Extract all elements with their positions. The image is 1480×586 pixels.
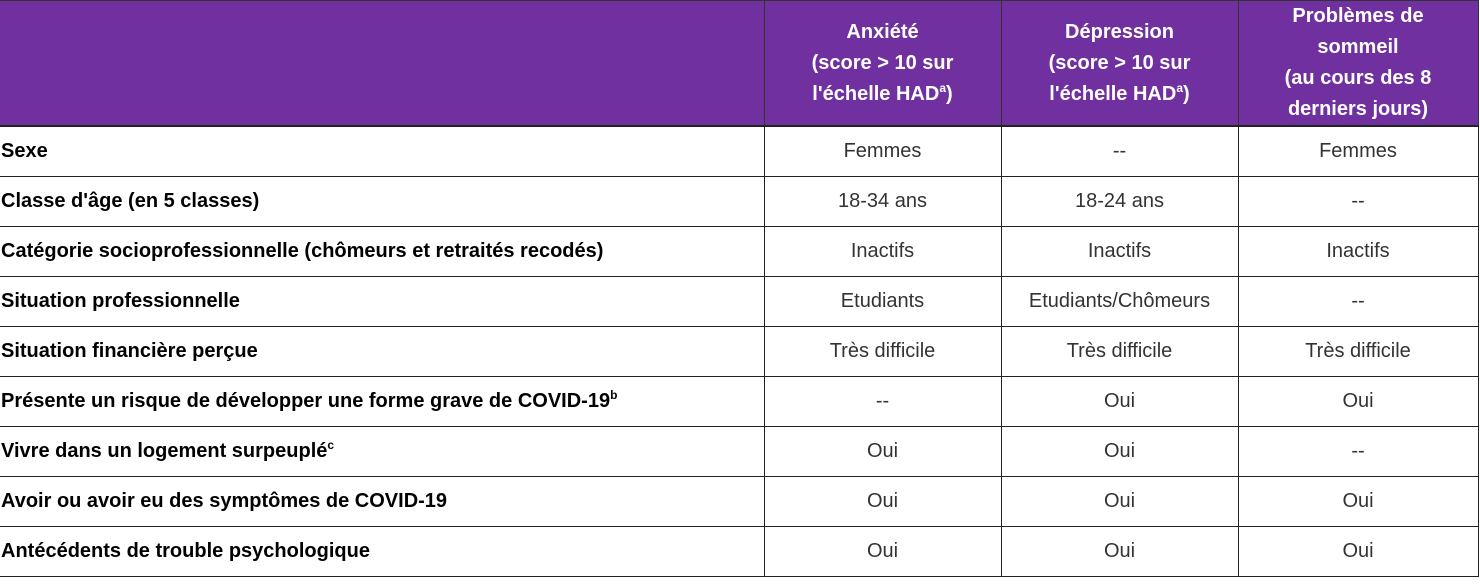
sleep-cell: Femmes	[1238, 126, 1478, 177]
header-anxiety: Anxiété (score > 10 sur l'échelle HAD$^a$)	[764, 1, 1001, 127]
row-label: Antécédents de trouble psychologique	[0, 527, 764, 577]
footnote-marker: b	[610, 388, 618, 402]
depression-cell: --	[1001, 126, 1238, 177]
anxiety-cell: Etudiants	[764, 277, 1001, 327]
sleep-cell: --	[1238, 427, 1478, 477]
table-row	[0, 227, 1478, 277]
sleep-cell: Oui	[1238, 527, 1478, 577]
row-label: Catégorie socioprofessionnelle (chômeurs et retraités recodés)	[0, 227, 764, 277]
footnote-marker: c	[327, 438, 335, 452]
depression-cell: Très difficile	[1001, 327, 1238, 377]
row-label: Situation professionnelle	[0, 277, 764, 327]
anxiety-cell: Oui	[764, 427, 1001, 477]
anxiety-cell: 18-34 ans	[764, 177, 1001, 227]
row-label: Avoir ou avoir eu des symptômes de COVID-19	[0, 477, 764, 527]
table-row	[0, 477, 1478, 527]
depression-cell: Oui	[1001, 477, 1238, 527]
row-label: Vivre dans un logement surpeuplé$^c$	[0, 427, 764, 477]
table-row	[0, 126, 1478, 177]
depression-cell: Oui	[1001, 377, 1238, 427]
sleep-cell: Oui	[1238, 477, 1478, 527]
depression-cell: Etudiants/Chômeurs	[1001, 277, 1238, 327]
table-row	[0, 277, 1478, 327]
depression-cell: Oui	[1001, 427, 1238, 477]
table-row	[0, 377, 1478, 427]
anxiety-cell: Femmes	[764, 126, 1001, 177]
header-corner	[0, 1, 764, 127]
row-label: Présente un risque de développer une forme grave de COVID-19$^b$	[0, 377, 764, 427]
sleep-cell: Oui	[1238, 377, 1478, 427]
table-row	[0, 527, 1478, 577]
row-label: Classe d'âge (en 5 classes)	[0, 177, 764, 227]
anxiety-cell: --	[764, 377, 1001, 427]
row-label: Situation financière perçue	[0, 327, 764, 377]
sleep-cell: Inactifs	[1238, 227, 1478, 277]
sleep-cell: --	[1238, 177, 1478, 227]
anxiety-cell: Très difficile	[764, 327, 1001, 377]
anxiety-cell: Oui	[764, 527, 1001, 577]
sleep-cell: --	[1238, 277, 1478, 327]
header-depression: Dépression (score > 10 sur l'échelle HAD$^a$)	[1001, 1, 1238, 127]
table-row	[0, 427, 1478, 477]
depression-cell: 18-24 ans	[1001, 177, 1238, 227]
header-sleep-problems: Problèmes de sommeil (au cours des 8 derniers jours)	[1238, 1, 1478, 127]
anxiety-cell: Inactifs	[764, 227, 1001, 277]
row-label: Sexe	[0, 126, 764, 177]
anxiety-cell: Oui	[764, 477, 1001, 527]
sleep-cell: Très difficile	[1238, 327, 1478, 377]
table-row	[0, 327, 1478, 377]
table-row	[0, 177, 1478, 227]
depression-cell: Oui	[1001, 527, 1238, 577]
header-row	[0, 1, 1478, 127]
depression-cell: Inactifs	[1001, 227, 1238, 277]
